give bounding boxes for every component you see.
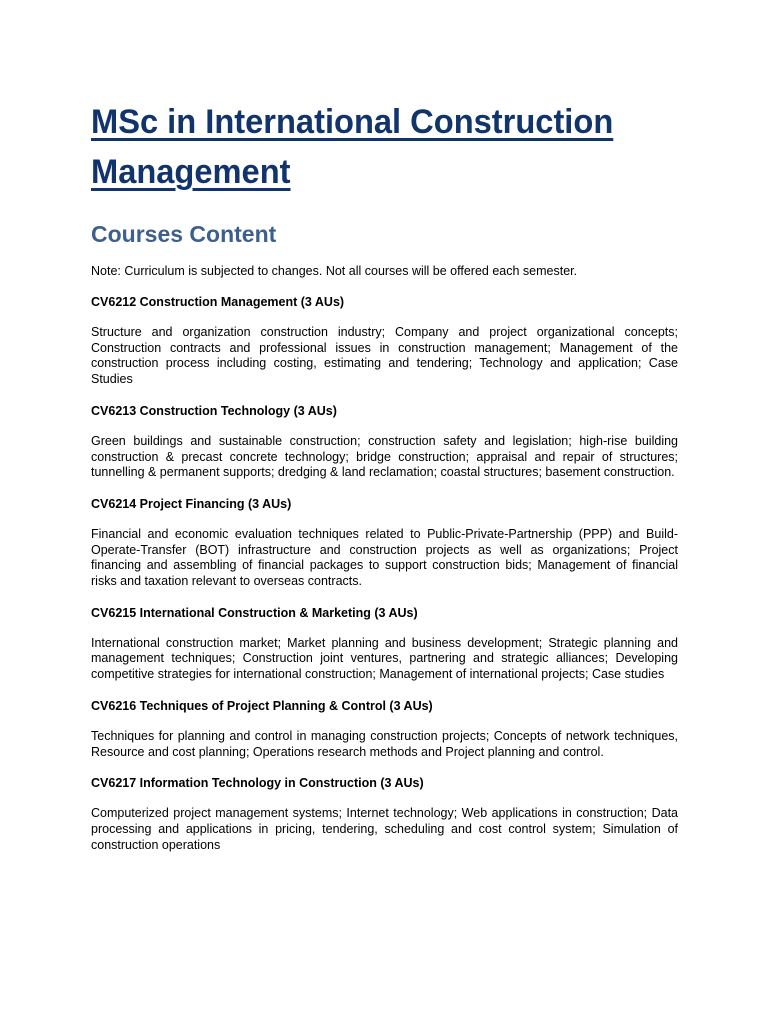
- document-content: [91, 97, 678, 853]
- course-title: CV6215 International Construction & Marketing (3 AUs): [91, 605, 418, 620]
- course-description: Computerized project management systems; Internet technology; Web applications in construction; Data processing and applications in pricing, tendering, scheduling and cost control system; Simulation of construction operations: [91, 806, 678, 852]
- curriculum-note: Note: Curriculum is subjected to changes. Not all courses will be offered each semester.: [91, 264, 578, 278]
- page-title-line-2: Management: [91, 153, 291, 191]
- course-description: Structure and organization construction industry; Company and project organizational concepts; Construction contracts and professional issues in construction management; Management of the construction process including costing, estimating and tendering; Technology and application; Case Studies: [91, 325, 678, 387]
- course-description: International construction market; Market planning and business development; Strategic planning and management techniques; Construction joint ventures, partnering and strategic alliances; Developing competitive strategies for international construction; Management of international projects; Case studies: [91, 635, 678, 682]
- page-title-line-1: MSc in International Construction: [91, 103, 614, 141]
- course-block: [91, 698, 678, 760]
- course-block: [91, 775, 678, 853]
- course-block: [91, 605, 678, 683]
- course-title: CV6216 Techniques of Project Planning & Control (3 AUs): [91, 698, 433, 713]
- course-block: [91, 403, 678, 481]
- course-title: CV6212 Construction Management (3 AUs): [91, 295, 345, 309]
- course-title: CV6214 Project Financing (3 AUs): [91, 496, 292, 511]
- course-block: [91, 294, 678, 388]
- course-title: CV6217 Information Technology in Construction (3 AUs): [91, 776, 424, 791]
- page-title: [91, 97, 678, 197]
- course-description: Financial and economic evaluation techniques related to Public-Private-Partnership (PPP) and Build-Operate-Transfer (BOT) infrastructure and construction projects as well as organizations; Project financing and assembling of financial packages to support construction bids; Management of financial risks and taxation relevant to overseas contracts.: [91, 526, 678, 589]
- course-description: Green buildings and sustainable construction; construction safety and legislation; high-rise building construction & precast concrete technology; bridge construction; appraisal and repair of structures; tunnelling & permanent supports; dredging & land reclamation; coastal structures; basement construction.: [91, 433, 678, 480]
- course-title: CV6213 Construction Technology (3 AUs): [91, 403, 337, 418]
- course-description: Techniques for planning and control in managing construction projects; Concepts of network techniques, Resource and cost planning; Operations research methods and Project planning and control.: [91, 728, 678, 759]
- section-heading: Courses Content: [91, 221, 277, 247]
- course-block: [91, 496, 678, 590]
